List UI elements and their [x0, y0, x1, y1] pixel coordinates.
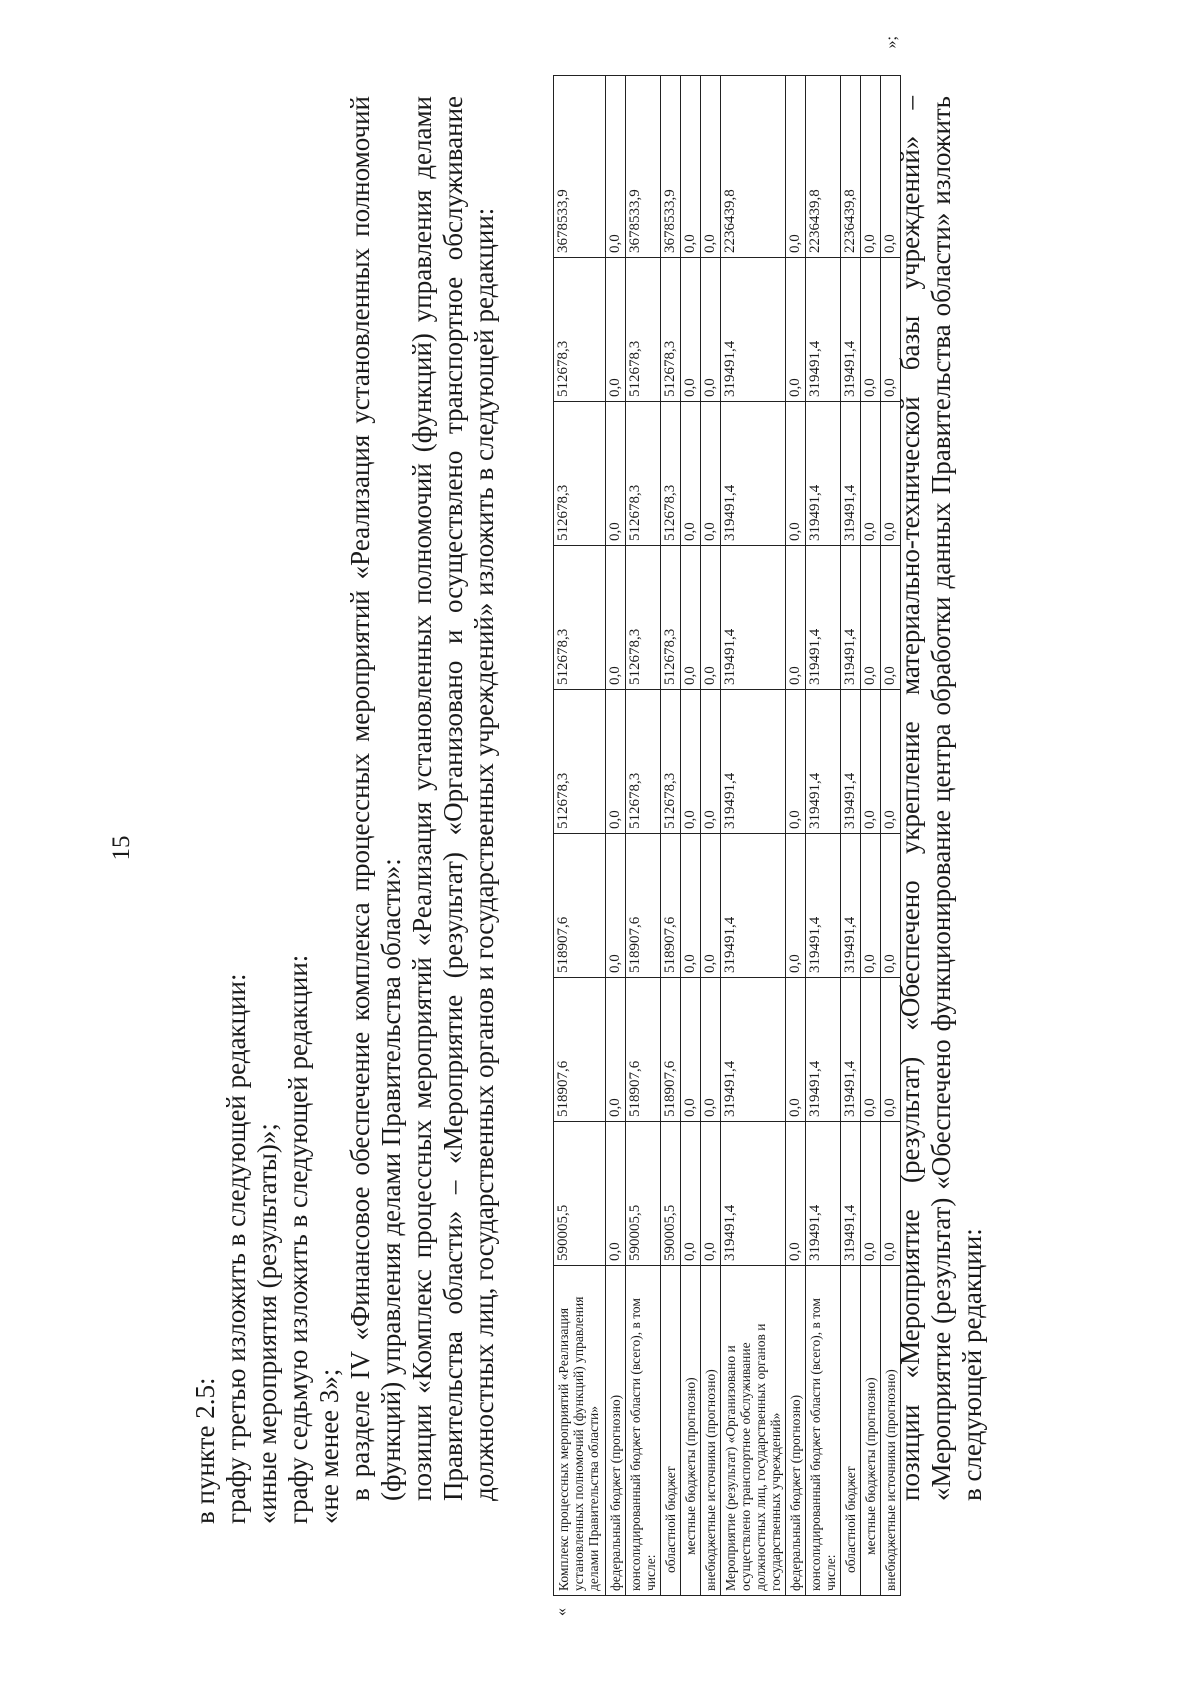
value-cell: 0,0 [681, 834, 701, 978]
value-cell: 0,0 [861, 258, 881, 402]
table-open-quote: « [553, 1608, 570, 1616]
value-cell: 3678533,9 [661, 76, 681, 258]
value-cell: 0,0 [701, 258, 721, 402]
finance-table-wrapper [553, 36, 901, 1616]
row-label-cell: федеральный бюджет (прогнозно) [606, 1266, 626, 1596]
value-cell: 590005,5 [554, 1122, 606, 1266]
paragraph: в разделе IV «Финансовое обеспечение комплекса процессных мероприятий «Реализация установленных полномочий (функций) управления делами Правительства области»: [345, 96, 406, 1501]
table-row [861, 76, 881, 1596]
table-row [841, 76, 861, 1596]
value-cell: 512678,3 [626, 690, 661, 834]
paragraph: позиции «Мероприятие (результат) «Обеспечено укрепление материально-технической базы учреждений» – «Мероприятие (результат) «Обеспечено функционирование центра обработки данных Правительства области» изложить в следующей редакции: [895, 96, 987, 1501]
row-label-cell: федеральный бюджет (прогнозно) [786, 1266, 806, 1596]
paragraph: в пункте 2.5: [190, 1377, 220, 1524]
value-cell: 518907,6 [626, 978, 661, 1122]
value-cell: 0,0 [681, 76, 701, 258]
value-cell: 0,0 [786, 258, 806, 402]
page-number: 15 [108, 835, 135, 861]
value-cell: 0,0 [606, 402, 626, 546]
row-label-cell: Мероприятие (результат) «Организовано и осуществлено транспортное обслуживание должностных лиц, государственных органов и государственных учреждений» [721, 1266, 786, 1596]
value-cell: 0,0 [606, 978, 626, 1122]
value-cell: 0,0 [701, 546, 721, 690]
value-cell: 0,0 [681, 546, 701, 690]
value-cell: 2236439,8 [721, 76, 786, 258]
value-cell: 319491,4 [721, 1122, 786, 1266]
value-cell: 512678,3 [661, 258, 681, 402]
value-cell: 319491,4 [841, 546, 861, 690]
value-cell: 518907,6 [626, 834, 661, 978]
value-cell: 319491,4 [841, 690, 861, 834]
row-label-cell: консолидированный бюджет области (всего), в том числе: [806, 1266, 841, 1596]
value-cell: 0,0 [701, 978, 721, 1122]
value-cell: 2236439,8 [841, 76, 861, 258]
value-cell: 0,0 [701, 690, 721, 834]
value-cell: 0,0 [701, 76, 721, 258]
value-cell: 0,0 [681, 402, 701, 546]
value-cell: 0,0 [786, 978, 806, 1122]
value-cell: 3678533,9 [626, 76, 661, 258]
value-cell: 0,0 [681, 258, 701, 402]
body-text [190, 96, 500, 1576]
table-row [721, 76, 786, 1596]
table-close-quote: »; [883, 36, 900, 49]
value-cell: 0,0 [786, 690, 806, 834]
value-cell: 512678,3 [554, 690, 606, 834]
value-cell: 512678,3 [554, 546, 606, 690]
value-cell: 319491,4 [806, 258, 841, 402]
value-cell: 0,0 [861, 76, 881, 258]
row-label-cell: внебюджетные источники (прогнозно) [881, 1266, 901, 1596]
value-cell: 319491,4 [841, 258, 861, 402]
value-cell: 0,0 [861, 978, 881, 1122]
value-cell: 518907,6 [661, 834, 681, 978]
value-cell: 0,0 [701, 1122, 721, 1266]
value-cell: 0,0 [786, 834, 806, 978]
value-cell: 3678533,9 [554, 76, 606, 258]
value-cell: 518907,6 [661, 978, 681, 1122]
table-row [626, 76, 661, 1596]
value-cell: 319491,4 [806, 978, 841, 1122]
value-cell: 319491,4 [806, 1122, 841, 1266]
value-cell: 0,0 [881, 1122, 901, 1266]
value-cell: 0,0 [606, 76, 626, 258]
value-cell: 0,0 [881, 402, 901, 546]
value-cell: 319491,4 [721, 690, 786, 834]
closing-text [895, 96, 988, 1576]
row-label-cell: областной бюджет [661, 1266, 681, 1596]
value-cell: 512678,3 [554, 402, 606, 546]
value-cell: 319491,4 [841, 402, 861, 546]
value-cell: 0,0 [881, 546, 901, 690]
paragraph: позиции «Комплекс процессных мероприятий «Реализация установленных полномочий (функций) управления делами Правительства области» – «Мероприятие (результат) «Организовано и осуществлено транспортное обслуживание должностных лиц, государственных органов и государственных учреждений» изложить в следующей редакции: [407, 96, 499, 1501]
value-cell: 0,0 [881, 690, 901, 834]
value-cell: 319491,4 [806, 690, 841, 834]
value-cell: 319491,4 [806, 402, 841, 546]
value-cell: 0,0 [881, 978, 901, 1122]
value-cell: 590005,5 [661, 1122, 681, 1266]
value-cell: 319491,4 [841, 1122, 861, 1266]
value-cell: 0,0 [861, 402, 881, 546]
table-row [806, 76, 841, 1596]
row-label-cell: внебюджетные источники (прогнозно) [701, 1266, 721, 1596]
value-cell: 512678,3 [626, 258, 661, 402]
value-cell: 512678,3 [661, 546, 681, 690]
row-label-cell: областной бюджет [841, 1266, 861, 1596]
value-cell: 518907,6 [554, 834, 606, 978]
value-cell: 319491,4 [721, 834, 786, 978]
value-cell: 319491,4 [841, 834, 861, 978]
value-cell: 0,0 [861, 834, 881, 978]
value-cell: 0,0 [861, 690, 881, 834]
value-cell: 512678,3 [554, 258, 606, 402]
paragraph: графу третью изложить в следующей редакции: [221, 973, 251, 1524]
value-cell: 0,0 [681, 978, 701, 1122]
value-cell: 0,0 [786, 76, 806, 258]
row-label-cell: консолидированный бюджет области (всего), в том числе: [626, 1266, 661, 1596]
value-cell: 590005,5 [626, 1122, 661, 1266]
value-cell: 0,0 [606, 1122, 626, 1266]
paragraph: «иные мероприятия (результаты)»; [252, 1123, 282, 1524]
value-cell: 512678,3 [626, 546, 661, 690]
value-cell: 0,0 [606, 546, 626, 690]
table-row [606, 76, 626, 1596]
value-cell: 0,0 [881, 834, 901, 978]
value-cell: 0,0 [786, 546, 806, 690]
row-label-cell: местные бюджеты (прогнозно) [861, 1266, 881, 1596]
paragraph: «не менее 3»; [314, 1368, 344, 1524]
value-cell: 0,0 [701, 402, 721, 546]
value-cell: 0,0 [881, 76, 901, 258]
table-row [681, 76, 701, 1596]
value-cell: 319491,4 [806, 546, 841, 690]
value-cell: 0,0 [881, 258, 901, 402]
value-cell: 319491,4 [721, 402, 786, 546]
table-row [554, 76, 606, 1596]
value-cell: 0,0 [606, 834, 626, 978]
value-cell: 0,0 [861, 1122, 881, 1266]
finance-table [553, 75, 901, 1596]
paragraph: графу седьмую изложить в следующей редакции: [283, 954, 313, 1524]
value-cell: 319491,4 [721, 978, 786, 1122]
value-cell: 0,0 [681, 690, 701, 834]
value-cell: 0,0 [861, 546, 881, 690]
value-cell: 0,0 [606, 690, 626, 834]
value-cell: 0,0 [606, 258, 626, 402]
table-row [701, 76, 721, 1596]
value-cell: 518907,6 [554, 978, 606, 1122]
value-cell: 512678,3 [661, 402, 681, 546]
table-row [661, 76, 681, 1596]
value-cell: 319491,4 [806, 834, 841, 978]
value-cell: 0,0 [786, 402, 806, 546]
value-cell: 512678,3 [626, 402, 661, 546]
value-cell: 319491,4 [721, 546, 786, 690]
value-cell: 0,0 [701, 834, 721, 978]
value-cell: 0,0 [681, 1122, 701, 1266]
row-label-cell: Комплекс процессных мероприятий «Реализация установленных полномочий (функций) управления делами Правительства области» [554, 1266, 606, 1596]
table-row [786, 76, 806, 1596]
value-cell: 319491,4 [721, 258, 786, 402]
value-cell: 319491,4 [841, 978, 861, 1122]
value-cell: 512678,3 [661, 690, 681, 834]
row-label-cell: местные бюджеты (прогнозно) [681, 1266, 701, 1596]
value-cell: 0,0 [786, 1122, 806, 1266]
value-cell: 2236439,8 [806, 76, 841, 258]
